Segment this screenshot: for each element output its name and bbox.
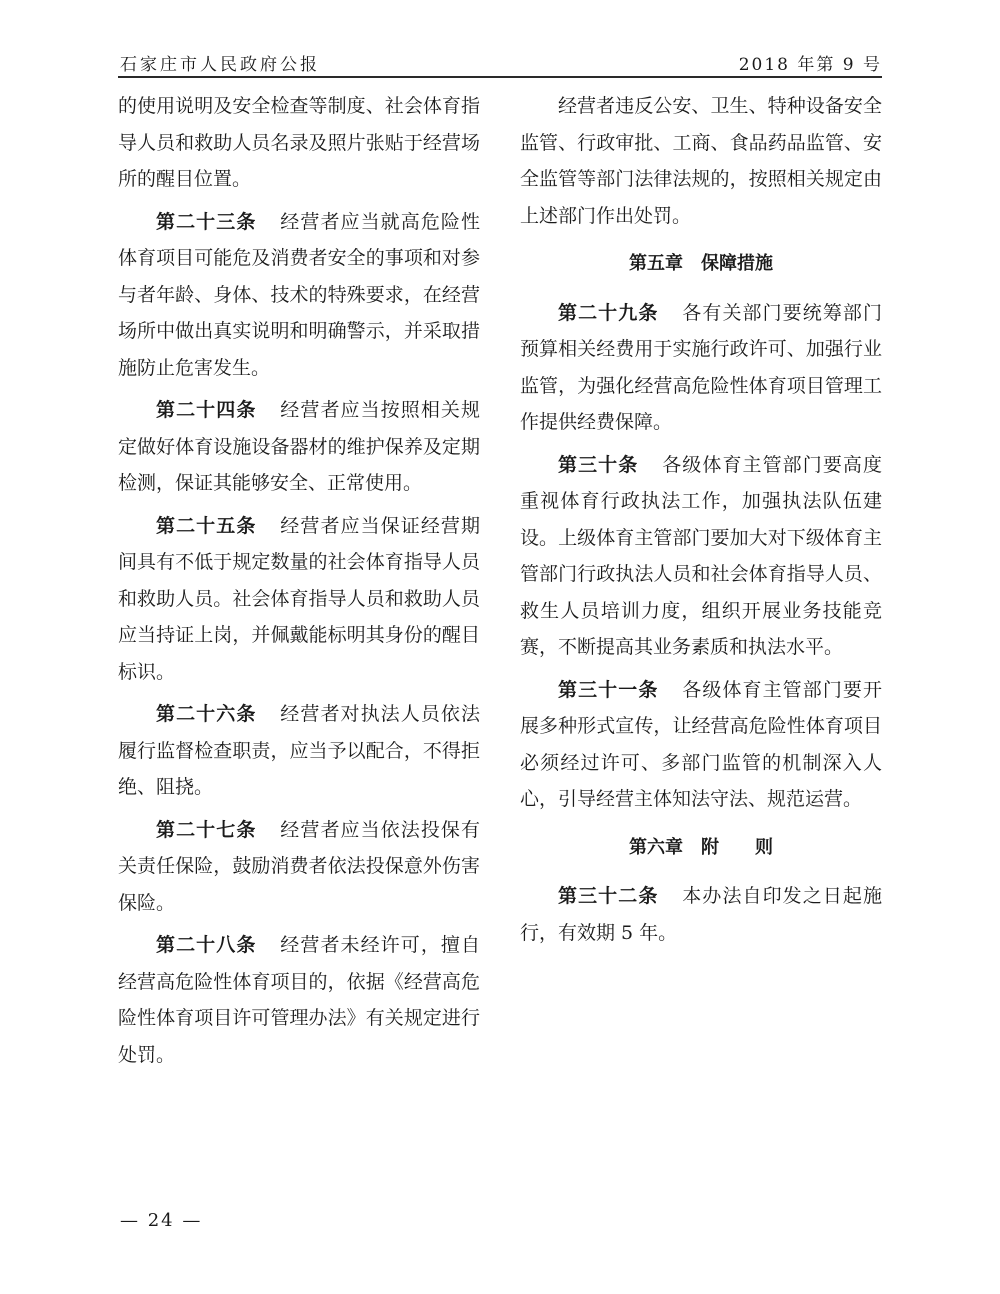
chapter-heading-6: 第六章 附 则 [629, 836, 773, 858]
left-column [118, 88, 480, 1073]
article-26 [118, 696, 480, 806]
article-number: 第三十二条 [558, 885, 659, 907]
article-text: 经营者对执法人员依法履行监督检查职责，应当予以配合，不得拒绝、阻挠。 [118, 703, 480, 798]
article-number: 第二十四条 [156, 399, 257, 421]
article-number: 第二十六条 [156, 703, 257, 725]
article-text: 本办法自印发之日起施行，有效期 5 年。 [520, 885, 882, 944]
journal-title: 石家庄市人民政府公报 [120, 55, 320, 75]
article-number: 第二十八条 [156, 934, 257, 956]
article-text: 经营者应当按照相关规定做好体育设施设备器材的维护保养及定期检测，保证其能够安全、正常使用。 [118, 399, 480, 494]
article-number: 第二十九条 [558, 301, 659, 324]
continued-paragraph: 的使用说明及安全检查等制度、社会体育指导人员和救助人员名录及照片张贴于经营场所的醒目位置。 [118, 95, 480, 190]
article-number: 第二十三条 [156, 210, 257, 233]
article-24 [118, 392, 480, 502]
article-text: 各级体育主管部门要开展多种形式宣传，让经营高危险性体育项目必须经过许可、多部门监管的机制深入人心，引导经营主体知法守法、规范运营。 [520, 678, 882, 810]
article-text: 经营者应当依法投保有关责任保险，鼓励消费者依法投保意外伤害保险。 [118, 818, 480, 914]
article-text: 经营者未经许可，擅自经营高危险性体育项目的，依据《经营高危险性体育项目许可管理办法》有关规定进行处罚。 [118, 934, 480, 1066]
article-number: 第二十七条 [156, 818, 257, 841]
article-text: 各级体育主管部门要高度重视体育行政执法工作，加强执法队伍建设。上级体育主管部门要加大对下级体育主管部门行政执法人员和社会体育指导人员、救生人员培训力度，组织开展业务技能竞赛，不断提高其业务素质和执法水平。 [520, 453, 882, 658]
article-30 [520, 447, 882, 666]
article-29 [520, 295, 882, 441]
chapter-heading-5: 第五章 保障措施 [629, 253, 773, 274]
article-31 [520, 672, 882, 818]
article-number: 第二十五条 [156, 514, 257, 537]
article-number: 第三十条 [558, 453, 639, 476]
article-number: 第三十一条 [558, 678, 659, 701]
article-25 [118, 508, 480, 691]
issue-number: 2018 年第 9 号 [738, 55, 882, 75]
article-text: 各有关部门要统筹部门预算相关经费用于实施行政许可、加强行业监管，为强化经营高危险性体育项目管理工作提供经费保障。 [520, 301, 882, 433]
right-column [520, 88, 882, 951]
continued-paragraph: 经营者违反公安、卫生、特种设备安全监管、行政审批、工商、食品药品监管、安全监管等部门法律法规的，按照相关规定由上述部门作出处罚。 [520, 95, 882, 227]
article-text: 经营者应当就高危险性体育项目可能危及消费者安全的事项和对参与者年龄、身体、技术的特殊要求，在经营场所中做出真实说明和明确警示，并采取措施防止危害发生。 [118, 210, 480, 379]
article-text: 经营者应当保证经营期间具有不低于规定数量的社会体育指导人员和救助人员。社会体育指导人员和救助人员应当持证上岗，并佩戴能标明其身份的醒目标识。 [118, 514, 480, 683]
article-28 [118, 927, 480, 1073]
page-number: — 24 — [120, 1210, 203, 1231]
header-divider [118, 76, 882, 78]
article-23 [118, 204, 480, 387]
article-32 [520, 878, 882, 951]
article-27 [118, 812, 480, 922]
